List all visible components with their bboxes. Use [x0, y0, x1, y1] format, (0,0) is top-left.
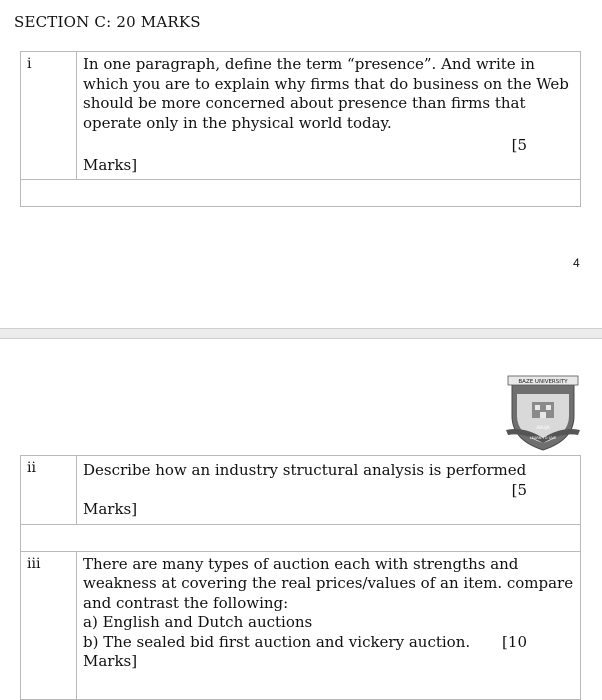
answer-space[interactable] [21, 524, 581, 551]
question-text: Describe how an industry structural analysis is performed [83, 461, 527, 479]
logo-banner-text: BAZE UNIVERSITY [518, 379, 568, 385]
question-item-a: a) English and Dutch auctions [83, 613, 313, 631]
marks-open: [5 [511, 136, 527, 154]
marks-close: Marks] [83, 155, 138, 174]
marks-close: Marks] [83, 500, 138, 518]
question-number: ii [21, 456, 77, 525]
logo-ribbon-text: ABUJA [536, 426, 550, 431]
marks-open: [10 [502, 632, 527, 651]
university-logo [504, 372, 582, 454]
question-number: iii [21, 551, 77, 699]
answer-space[interactable] [21, 180, 581, 207]
question-number: i [21, 52, 77, 180]
question-body [77, 551, 581, 699]
question-text: In one paragraph, define the term “presence”. And write in which you are to explain why firms that do business on the Web should be more concerned about presence than firms that operate only in the physical world today. [83, 55, 569, 132]
question-item-b-line [83, 633, 574, 653]
marks-close: Marks] [83, 652, 138, 670]
question-table-1 [20, 51, 581, 207]
question-body [77, 52, 581, 180]
section-title: SECTION C: 20 MARKS [14, 13, 201, 31]
question-table-2 [20, 455, 581, 700]
page-break [0, 328, 602, 339]
page-number: 4 [573, 256, 580, 270]
question-item-b: b) The sealed bid first auction and vickery auction. [83, 632, 471, 651]
logo-motto-text: LEARN TO LIVE [529, 436, 557, 440]
question-text: There are many types of auction each with strengths and weakness at covering the real prices/values of an item. compare and contrast the following: [83, 554, 574, 612]
marks-open: [5 [511, 480, 527, 499]
question-body [77, 456, 581, 525]
